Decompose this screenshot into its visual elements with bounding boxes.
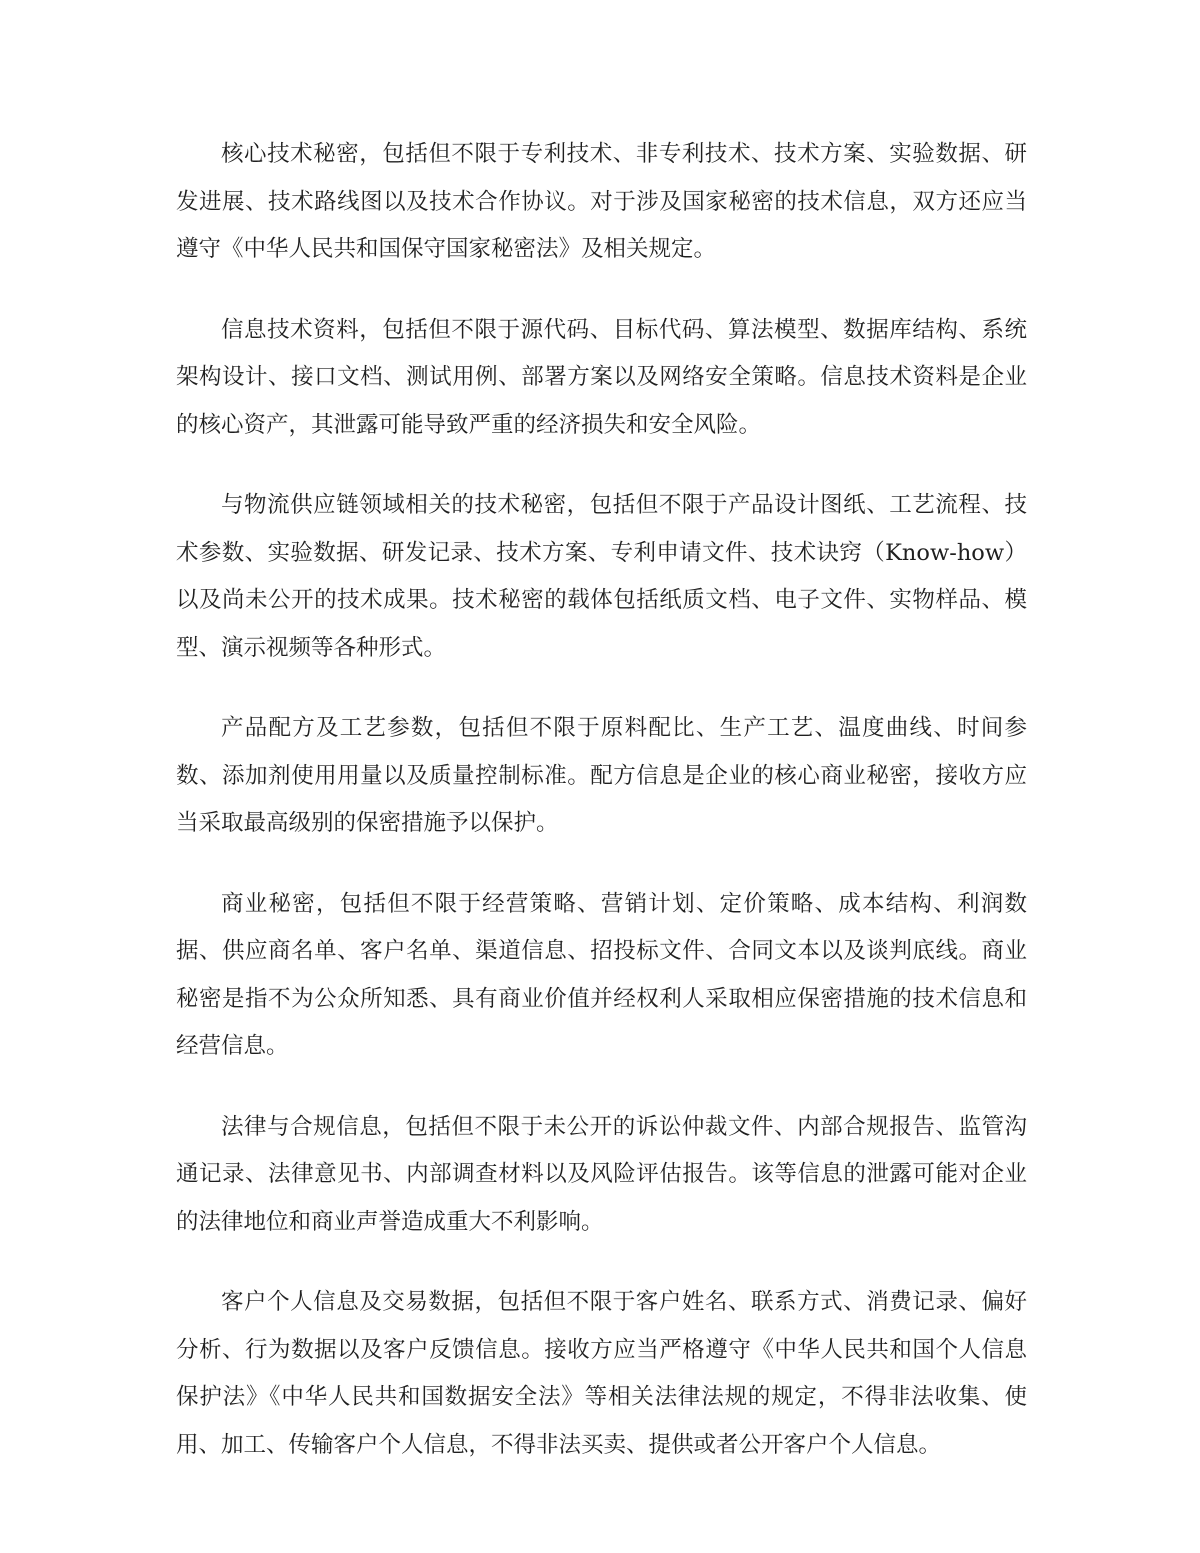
paragraph-product-formula: 产品配方及工艺参数，包括但不限于原料配比、生产工艺、温度曲线、时间参数、添加剂使用用量以及质量控制标准。配方信息是企业的核心商业秘密，接收方应当采取最高级别的保密措施予以保护。	[176, 715, 1027, 836]
document-body	[176, 131, 1027, 1502]
paragraph-logistics-technical-secrets: 与物流供应链领域相关的技术秘密，包括但不限于产品设计图纸、工艺流程、技术参数、实验数据、研发记录、技术方案、专利申请文件、技术诀窍（Know-how）以及尚未公开的技术成果。技术秘密的载体包括纸质文档、电子文件、实物样品、模型、演示视频等各种形式。	[176, 492, 1027, 661]
paragraph-core-technical-secrets: 核心技术秘密，包括但不限于专利技术、非专利技术、技术方案、实验数据、研发进展、技术路线图以及技术合作协议。对于涉及国家秘密的技术信息，双方还应当遵守《中华人民共和国保守国家秘密法》及相关规定。	[176, 141, 1027, 262]
paragraph-legal-compliance: 法律与合规信息，包括但不限于未公开的诉讼仲裁文件、内部合规报告、监管沟通记录、法律意见书、内部调查材料以及风险评估报告。该等信息的泄露可能对企业的法律地位和商业声誉造成重大不利影响。	[176, 1113, 1027, 1235]
paragraph-customer-personal-info: 客户个人信息及交易数据，包括但不限于客户姓名、联系方式、消费记录、偏好分析、行为数据以及客户反馈信息。接收方应当严格遵守《中华人民共和国个人信息保护法》《中华人民共和国数据安全法》等相关法律法规的规定，不得非法收集、使用、加工、传输客户个人信息，不得非法买卖、提供或者公开客户个人信息。	[176, 1289, 1027, 1458]
paragraph-it-materials: 信息技术资料，包括但不限于源代码、目标代码、算法模型、数据库结构、系统架构设计、接口文档、测试用例、部署方案以及网络安全策略。信息技术资料是企业的核心资产，其泄露可能导致严重的经济损失和安全风险。	[176, 316, 1027, 438]
paragraph-business-secrets: 商业秘密，包括但不限于经营策略、营销计划、定价策略、成本结构、利润数据、供应商名单、客户名单、渠道信息、招投标文件、合同文本以及谈判底线。商业秘密是指不为公众所知悉、具有商业价值并经权利人采取相应保密措施的技术信息和经营信息。	[176, 890, 1027, 1059]
